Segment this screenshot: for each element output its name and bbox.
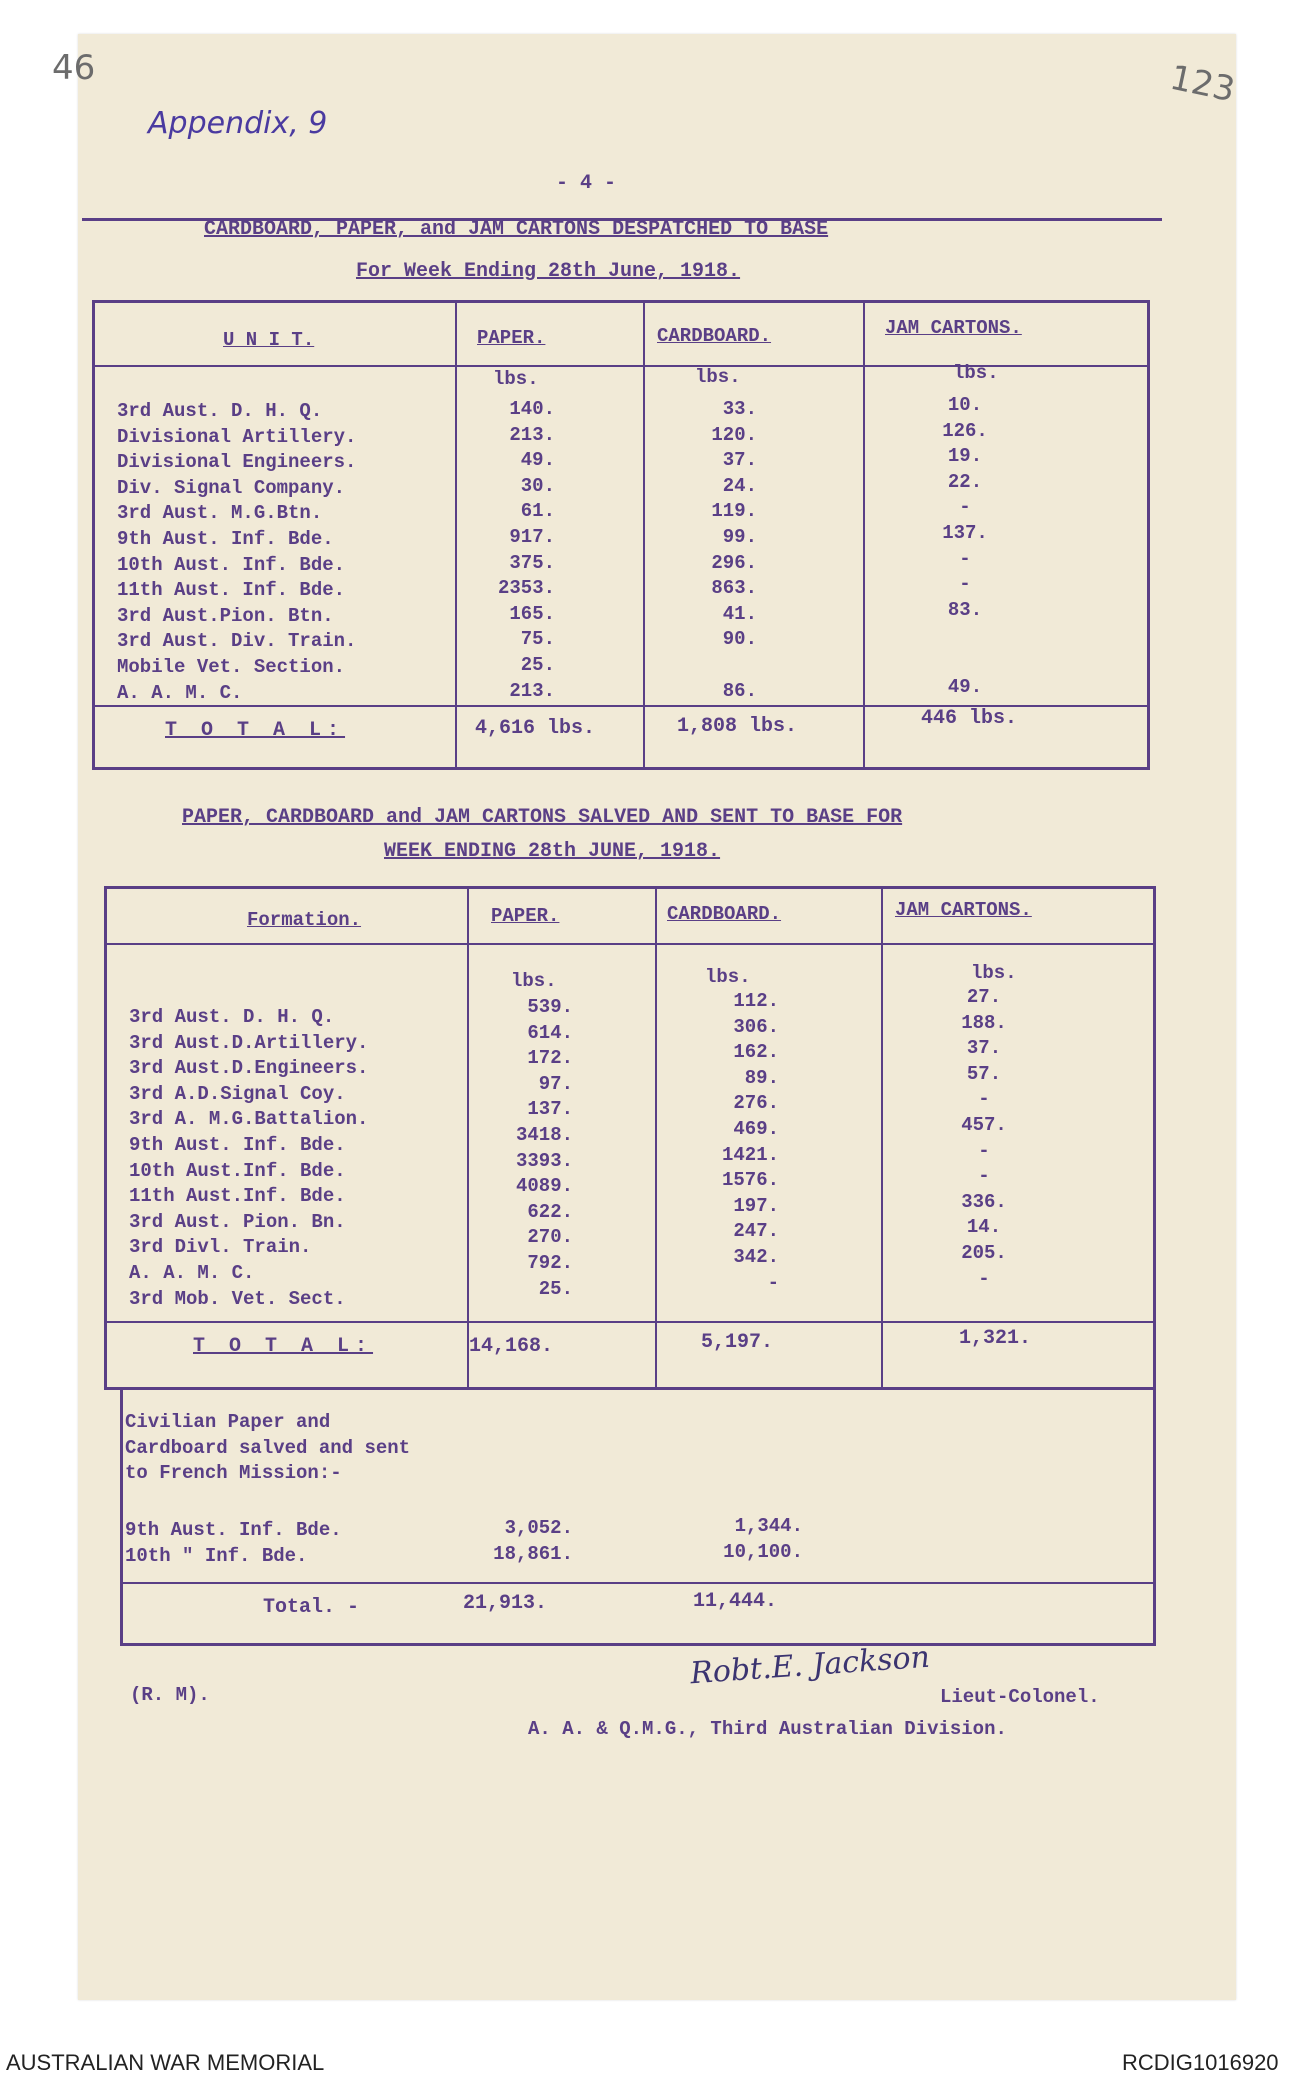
table-cell: 457. [961,1113,1007,1136]
table-cell: 89. [744,1066,779,1089]
appendix-stamp: Appendix, 9 [148,106,328,141]
table-cell: 90. [722,628,757,651]
table-row-label: 9th Aust. Inf. Bde. [117,527,334,550]
table-cell: 14. [966,1216,1002,1239]
table-cell: 205. [961,1241,1007,1264]
table1-units-paper: lbs. [493,368,539,390]
table-cell: 342. [733,1245,779,1268]
table-cell: 24. [722,474,757,497]
table1-header-jam: JAM CARTONS. [885,317,1022,339]
table2-units-paper: lbs. [511,970,557,992]
table-cell: 2353. [497,577,555,600]
table-row-label: Div. Signal Company. [117,476,346,499]
civilian-cardboard-column [683,1514,803,1565]
table-cell: - [978,1139,990,1162]
civilian-total-label: Total. - [263,1596,360,1619]
table-cell: 4089. [515,1175,573,1198]
table-cell: 165. [509,602,555,625]
table-row-label: 3rd Mob. Vet. Sect. [129,1287,346,1310]
table1-subtitle: For Week Ending 28th June, 1918. [356,260,741,283]
table-row-label: 10th Aust.Inf. Bde. [129,1159,346,1182]
table1-total-cardboard: 1,808 lbs. [677,715,798,738]
table-cell: 140. [509,398,555,420]
civilian-heading: Civilian Paper and Cardboard salved and sent to French Mission:- [125,1411,411,1485]
table-cell: 172. [527,1047,573,1070]
table2-header-cardboard: CARDBOARD. [667,903,782,925]
table1 [92,300,1150,770]
table-cell: - [978,1165,990,1188]
civilian-total-paper: 21,913. [463,1592,548,1615]
table-cell: 3,052. [504,1517,573,1539]
table-cell: 917. [509,525,555,548]
table-row-label: 3rd Aust. M.G.Btn. [117,502,323,525]
table-cell: 37. [966,1037,1002,1060]
table2-header-paper: PAPER. [491,905,560,927]
table-cell: 296. [711,551,757,574]
rm-initials: (R. M). [130,1684,210,1706]
table-cell: 469. [733,1117,779,1140]
table-cell: 18,861. [493,1542,573,1565]
table-cell: 75. [520,628,555,651]
page-number: - 4 - [556,172,617,195]
table-cell: 126. [942,419,988,442]
table-row-label: 3rd Aust. D. H. Q. [129,1006,335,1028]
table-cell: - [959,496,971,519]
table-cell: 86. [722,679,757,702]
table-row-label: 10th " Inf. Bde. [125,1544,308,1567]
table-cell: 137. [527,1098,573,1121]
table2-title: PAPER, CARDBOARD and JAM CARTONS SALVED AND SENT TO BASE FOR [182,806,903,829]
table-cell: 10. [947,394,983,416]
table-cell: 41. [722,602,757,625]
table2-header-formation: Formation. [247,909,362,931]
signature: Robt.E. Jackson [689,1639,932,1692]
table-row-label: Mobile Vet. Section. [117,655,346,678]
table-cell [915,649,1015,675]
table-cell: 188. [961,1011,1007,1034]
table2-units-cardboard: lbs. [705,966,751,988]
table-cell: 37. [722,449,757,472]
table-cell: 539. [527,996,573,1018]
table1-units-jam: lbs. [953,362,999,384]
table2-units-jam: lbs. [971,962,1017,984]
table1-total-label: T O T A L: [165,719,346,742]
table-cell: 137. [942,521,988,544]
table-cell: - [978,1088,990,1111]
table2-total-jam: 1,321. [959,1327,1032,1350]
table-cell: 270. [527,1226,573,1249]
footer-id: RCDIG1016920 [1122,2050,1279,2075]
table-cell: 25. [520,653,555,676]
table1-unit-column [117,399,356,706]
table-cell: 30. [520,474,555,497]
table-cell: 375. [509,551,555,574]
table-cell: 614. [527,1021,573,1044]
table1-header-paper: PAPER. [477,327,546,349]
table-cell: - [959,573,971,596]
table-cell: 33. [722,398,757,420]
table1-header-cardboard: CARDBOARD. [657,325,772,347]
table-cell: 49. [520,449,555,472]
table-row-label: 11th Aust.Inf. Bde. [129,1185,346,1208]
civilian-unit-column [125,1518,342,1569]
table-row-label: 3rd Aust. D. H. Q. [117,400,323,422]
signatory-rank: Lieut-Colonel. [940,1686,1100,1708]
table-row-label: 10th Aust. Inf. Bde. [117,553,346,576]
footer-source: AUSTRALIAN WAR MEMORIAL [6,2050,325,2075]
table-cell: 83. [947,598,983,621]
table-row-label: Divisional Artillery. [117,425,357,448]
table-cell: 1421. [721,1143,779,1166]
table-cell: 120. [711,423,757,446]
table-cell: 863. [711,577,757,600]
table-cell: 19. [947,445,983,468]
table-cell: 1,344. [734,1515,803,1537]
table-cell: 306. [733,1015,779,1038]
table-cell: 97. [538,1072,573,1095]
table1-header-unit: U N I T. [223,329,315,351]
table-cell: 247. [733,1220,779,1243]
table-cell: 3418. [515,1123,573,1146]
table2-subtitle: WEEK ENDING 28th JUNE, 1918. [384,840,721,863]
civilian-paper-column [453,1516,573,1567]
table-row-label: 9th Aust. Inf. Bde. [129,1133,346,1156]
table2-total-paper: 14,168. [469,1335,554,1358]
table2-total-label: T O T A L: [193,1335,374,1358]
table-cell: 119. [711,500,757,523]
table-cell: 162. [733,1041,779,1064]
table2-header-jam: JAM CARTONS. [895,899,1032,921]
table1-total-jam: 446 lbs. [921,707,1018,730]
table2-total-cardboard: 5,197. [701,1331,774,1354]
table1-jam-column [915,393,1015,700]
table2-formation-column [129,1005,368,1312]
table-cell: 99. [722,525,757,548]
folio-left: 46 [52,48,96,88]
table-cell [915,623,1015,649]
table-cell: 213. [509,423,555,446]
table-cell: 25. [538,1277,573,1300]
table-cell: 49. [947,675,983,698]
table-cell: 336. [961,1190,1007,1213]
table2 [104,886,1156,1390]
table-row-label: 9th Aust. Inf. Bde. [125,1519,342,1541]
table2-paper-column [473,995,573,1302]
table1-cardboard-column [661,397,757,704]
table-row-label: 3rd Aust.D.Artillery. [129,1031,369,1054]
table-row-label: 11th Aust. Inf. Bde. [117,579,346,602]
table2-jam-column [929,985,1039,1292]
table-cell: 622. [527,1200,573,1223]
table-row-label: 3rd Aust. Pion. Bn. [129,1210,346,1233]
table-row-label: 3rd Aust. Div. Train. [117,630,357,653]
civilian-total-cardboard: 11,444. [693,1590,778,1613]
table-cell: - [767,1271,779,1294]
table-cell: 112. [733,990,779,1012]
civilian-box [120,1388,1156,1646]
table-cell: 213. [509,679,555,702]
table1-units-cardboard: lbs. [695,366,741,388]
table-row-label: 3rd Divl. Train. [129,1236,312,1259]
table-cell: 57. [966,1062,1002,1085]
table-cell: 276. [733,1092,779,1115]
table-row-label: 3rd Aust.D.Engineers. [129,1057,369,1080]
table-cell [661,653,757,679]
table-cell: 3393. [515,1149,573,1172]
table-cell: 197. [733,1194,779,1217]
table-row-label: A. A. M. C. [129,1261,255,1284]
table-row-label: 3rd A.D.Signal Coy. [129,1082,346,1105]
table2-cardboard-column [677,989,779,1296]
table-cell: 27. [966,986,1002,1008]
table1-paper-column [465,397,555,704]
table1-total-paper: 4,616 lbs. [475,717,596,740]
table-cell: - [978,1267,990,1290]
table-row-label: A. A. M. C. [117,681,243,704]
table-row-label: 3rd Aust.Pion. Btn. [117,604,334,627]
table-cell: 1576. [721,1169,779,1192]
table-cell: 10,100. [723,1540,803,1563]
table-cell: 61. [520,500,555,523]
table-row-label: 3rd A. M.G.Battalion. [129,1108,369,1131]
signatory-position: A. A. & Q.M.G., Third Australian Division. [528,1718,1007,1740]
table-cell: 792. [527,1251,573,1274]
table-row-label: Divisional Engineers. [117,451,357,474]
table-cell: 22. [947,470,983,493]
table1-title: CARDBOARD, PAPER, and JAM CARTONS DESPATCHED TO BASE [204,218,829,241]
folio-right: 123 [1166,57,1239,111]
table-cell: - [959,547,971,570]
